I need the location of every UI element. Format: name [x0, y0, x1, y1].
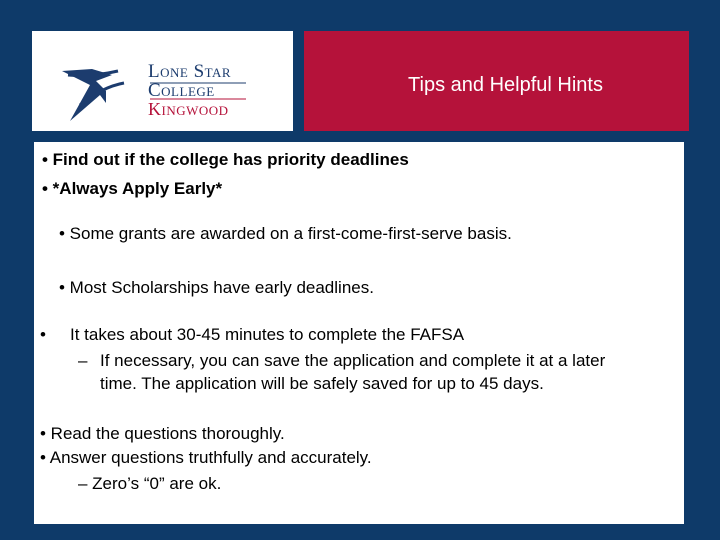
bullet-fafsa-time: It takes about 30-45 minutes to complete the FAFSA: [70, 325, 465, 344]
logo-line-1: Lone Star: [148, 61, 232, 82]
bullet-read-questions: • Read the questions thoroughly.: [40, 424, 285, 443]
sub-bullet-save-line-1: If necessary, you can save the application and complete it at a later: [100, 351, 606, 370]
bullet-priority-deadlines: • Find out if the college has priority deadlines: [42, 150, 409, 169]
content-panel: [34, 142, 684, 524]
logo-line-3: Kingwood: [148, 99, 229, 119]
college-logo: [32, 31, 293, 131]
sub-bullet-save-line-2: time. The application will be safely saved for up to 45 days.: [100, 374, 544, 393]
bullet-answer-truthfully: • Answer questions truthfully and accurately.: [40, 448, 372, 467]
sub-bullet-zeros: – Zero’s “0” are ok.: [78, 474, 222, 493]
sub-bullet-scholarships: • Most Scholarships have early deadlines.: [59, 278, 374, 297]
bullet-apply-early: • *Always Apply Early*: [42, 179, 223, 198]
logo-line-2: College: [148, 80, 215, 101]
sub-dash: –: [78, 351, 88, 370]
sub-bullet-grants: • Some grants are awarded on a first-come-first-serve basis.: [59, 224, 512, 243]
title-banner: [304, 31, 689, 131]
bullet-marker: •: [40, 325, 46, 344]
slide-title: Tips and Helpful Hints: [408, 74, 603, 96]
